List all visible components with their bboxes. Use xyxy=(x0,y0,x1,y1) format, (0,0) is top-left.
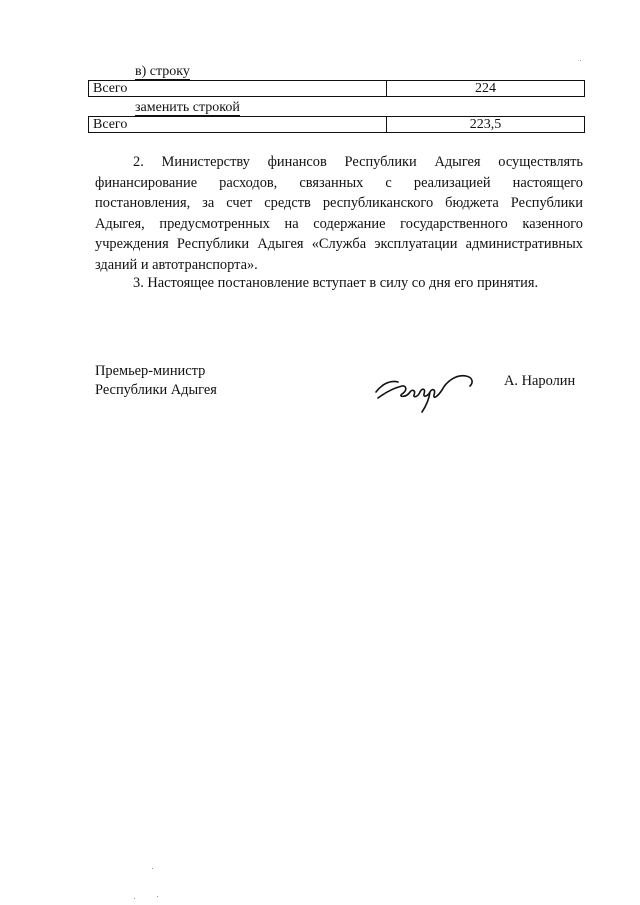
scan-speck xyxy=(134,898,135,899)
label-zamenit: заменить строкой xyxy=(135,100,240,115)
scan-speck xyxy=(580,60,581,61)
row-name-cell: Всего xyxy=(89,81,387,96)
paragraph-3: 3. Настоящее постановление вступает в силу со дня его принятия. xyxy=(133,275,539,291)
scan-speck xyxy=(157,896,158,897)
table-row-original xyxy=(88,80,585,97)
label-v-stroku: в) строку xyxy=(135,64,190,79)
signatory-title-line1: Премьер-министр xyxy=(95,363,206,379)
row-value-cell: 224 xyxy=(475,81,496,96)
row-name-cell: Всего xyxy=(89,117,387,132)
table-row-replacement xyxy=(88,116,585,133)
signatory-name: А. Наролин xyxy=(504,373,576,389)
signatory-title-line2: Республики Адыгея xyxy=(95,382,217,398)
signatory-title xyxy=(95,362,217,400)
scan-speck xyxy=(152,868,153,869)
row-value-cell: 223,5 xyxy=(469,117,502,132)
handwritten-signature-icon xyxy=(372,362,477,414)
paragraph-2: 2. Министерству финансов Республики Адыгея осуществлять финансирование расходов, связанных с реализацией настоящего постановления, за счет средств республиканского бюджета Республики Адыгея, предусмотренных на содержание государственного казенного учреждения Республики Адыгея «Служба эксплуатации административных зданий и автотранспорта». xyxy=(95,154,583,273)
